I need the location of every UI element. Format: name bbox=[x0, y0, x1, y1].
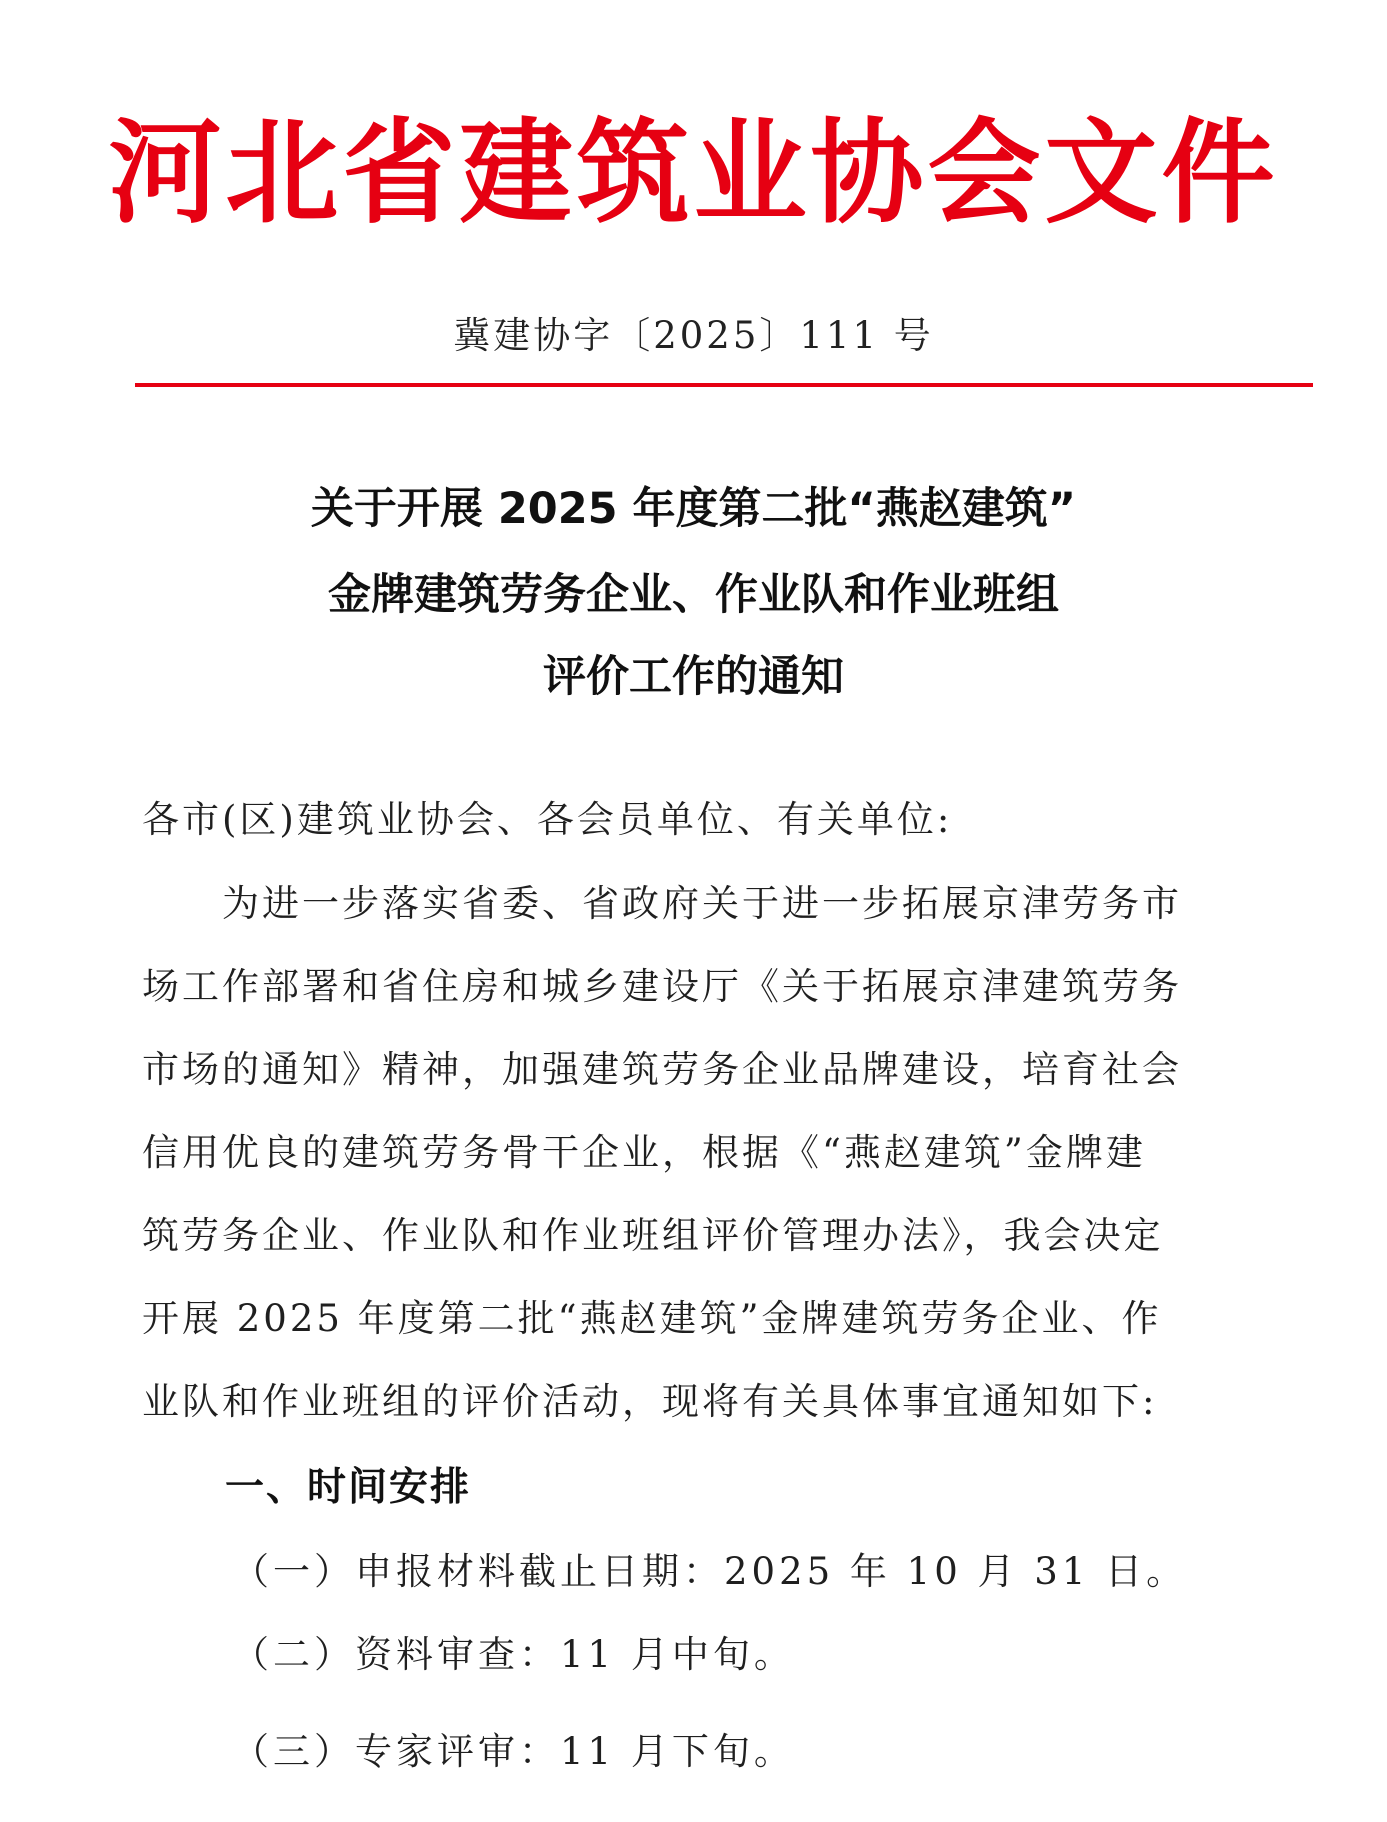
schedule-item: （三）专家评审：11 月下旬。 bbox=[232, 1730, 795, 1773]
schedule-item: （二）资料审查：11 月中旬。 bbox=[232, 1633, 795, 1676]
paragraph-line: 信用优良的建筑劳务骨干企业，根据《“燕赵建筑”金牌建 bbox=[142, 1131, 1146, 1174]
paragraph-line: 为进一步落实省委、省政府关于进一步拓展京津劳务市 bbox=[142, 882, 1182, 925]
red-divider-line bbox=[135, 383, 1313, 387]
salutation: 各市(区)建筑业协会、各会员单位、有关单位: bbox=[142, 798, 953, 841]
paragraph-line: 开展 2025 年度第二批“燕赵建筑”金牌建筑劳务企业、作 bbox=[142, 1297, 1162, 1340]
paragraph-line: 筑劳务企业、作业队和作业班组评价管理办法》，我会决定 bbox=[142, 1214, 1164, 1257]
notice-title-line-3: 评价工作的通知 bbox=[543, 652, 844, 702]
paragraph-line: 业队和作业班组的评价活动，现将有关具体事宜通知如下: bbox=[142, 1380, 1158, 1423]
schedule-item: （一）申报材料截止日期：2025 年 10 月 31 日。 bbox=[232, 1550, 1188, 1593]
notice-title-line-2: 金牌建筑劳务企业、作业队和作业班组 bbox=[328, 570, 1059, 620]
notice-title-line-1: 关于开展 2025 年度第二批“燕赵建筑” bbox=[310, 484, 1077, 534]
paragraph-line: 场工作部署和省住房和城乡建设厅《关于拓展京津建筑劳务 bbox=[142, 965, 1182, 1008]
document-number: 冀建协字〔2025〕111 号 bbox=[453, 314, 934, 357]
section-heading: 一、时间安排 bbox=[225, 1465, 472, 1510]
paragraph-line: 市场的通知》精神，加强建筑劳务企业品牌建设，培育社会 bbox=[142, 1048, 1182, 1091]
masthead-title: 河北省建筑业协会文件 bbox=[108, 106, 1279, 239]
